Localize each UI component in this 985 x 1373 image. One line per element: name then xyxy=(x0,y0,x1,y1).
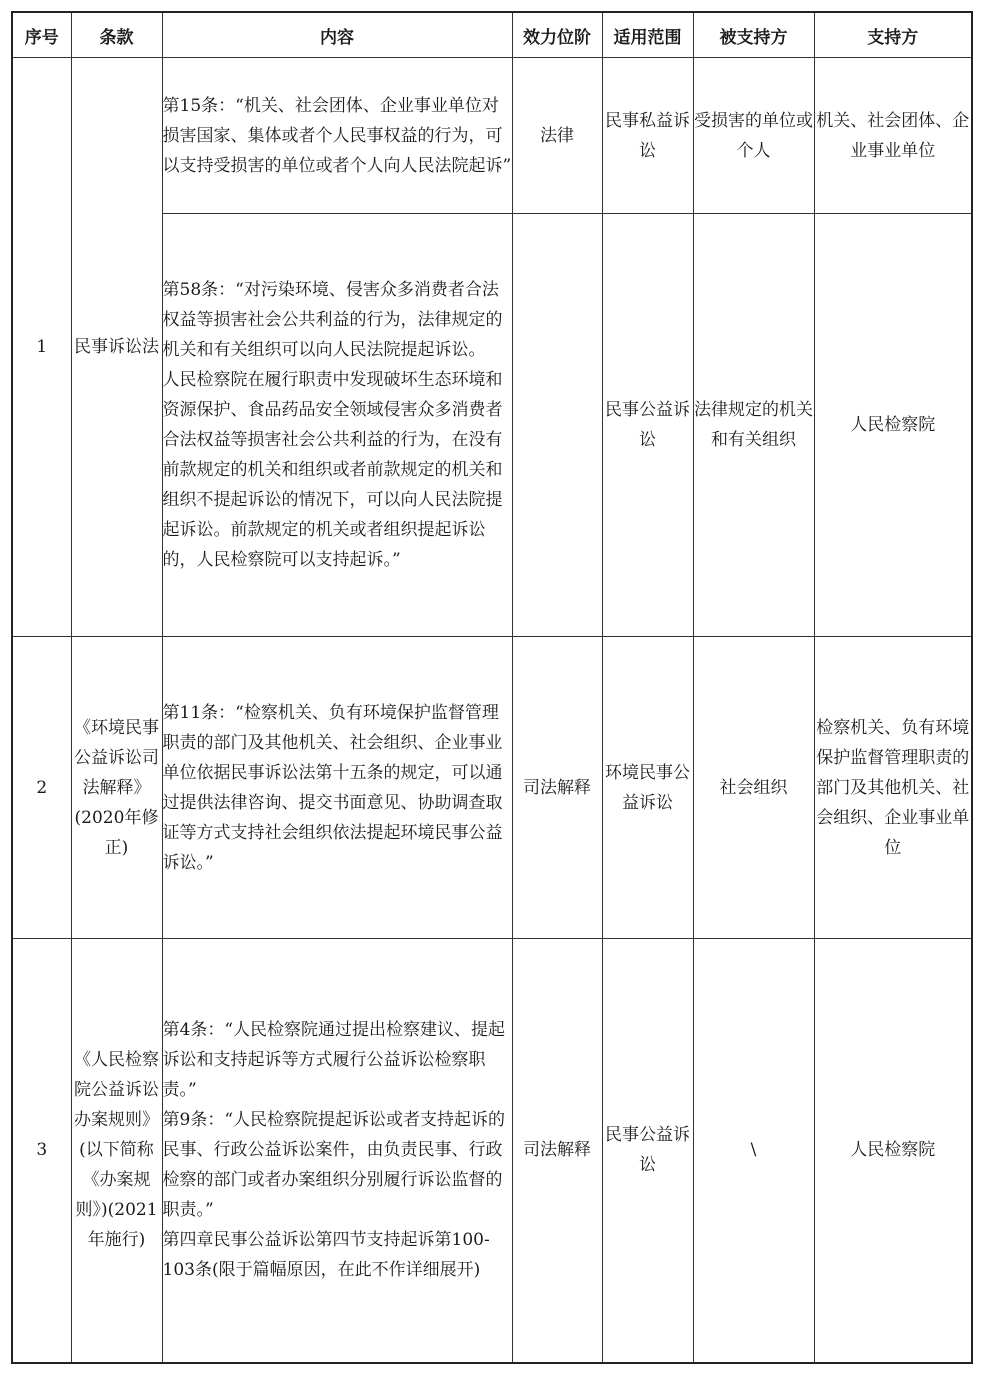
row-content xyxy=(162,58,512,214)
row-scope: 民事公益诉讼 xyxy=(602,214,693,637)
row-content xyxy=(162,939,512,1363)
content-paragraph: 人民检察院在履行职责中发现破坏生态环境和资源保护、食品药品安全领域侵害众多消费者合法权益等损害社会公共利益的行为，在没有前款规定的机关和组织或者前款规定的机关和组织不提起诉讼的情况下，可以向人民法院提起诉讼。前款规定的机关或者组织提起诉讼的，人民检察院可以支持起诉。” xyxy=(162,370,503,570)
header-clause: 条款 xyxy=(71,12,162,58)
content-paragraph: 第9条：“人民检察院提起诉讼或者支持起诉的民事、行政公益诉讼案件，由负责民事、行政检察的部门或者办案组织分别履行诉讼监督的职责。” xyxy=(162,1110,506,1221)
row-supported: \ xyxy=(693,939,814,1363)
row-clause: 《人民检察院公益诉讼办案规则》(以下简称《办案规则》)(2021年施行) xyxy=(71,939,162,1363)
row-seq: 3 xyxy=(12,939,71,1363)
row-supporter: 检察机关、负有环境保护监督管理职责的部门及其他机关、社会组织、企业事业单位 xyxy=(814,637,972,939)
row-supporter: 机关、社会团体、企业事业单位 xyxy=(814,58,972,214)
row-supported: 受损害的单位或个人 xyxy=(693,58,814,214)
row-supported: 法律规定的机关和有关组织 xyxy=(693,214,814,637)
header-rank: 效力位阶 xyxy=(512,12,602,58)
row-supported: 社会组织 xyxy=(693,637,814,939)
row-seq: 2 xyxy=(12,637,71,939)
row-content xyxy=(162,637,512,939)
header-supported: 被支持方 xyxy=(693,12,814,58)
law-provisions-table xyxy=(11,11,973,1364)
row-seq: 1 xyxy=(12,58,71,637)
table-row xyxy=(12,58,972,214)
row-rank: 司法解释 xyxy=(512,939,602,1363)
content-paragraph: 第58条：“对污染环境、侵害众多消费者合法权益等损害社会公共利益的行为，法律规定的机关和有关组织可以向人民法院提起诉讼。 xyxy=(162,280,503,360)
table-row xyxy=(12,637,972,939)
content-paragraph: 第四章民事公益诉讼第四节支持起诉第100-103条(限于篇幅原因，在此不作详细展开) xyxy=(162,1230,490,1281)
content-paragraph: 第4条：“人民检察院通过提出检察建议、提起诉讼和支持起诉等方式履行公益诉讼检察职责。” xyxy=(162,1020,506,1101)
table-row xyxy=(12,939,972,1363)
row-supporter: 人民检察院 xyxy=(814,939,972,1363)
header-supporter: 支持方 xyxy=(814,12,972,58)
row-supporter: 人民检察院 xyxy=(814,214,972,637)
row-clause: 民事诉讼法 xyxy=(71,58,162,637)
row-scope: 环境民事公益诉讼 xyxy=(602,637,693,939)
row-scope: 民事私益诉讼 xyxy=(602,58,693,214)
header-scope: 适用范围 xyxy=(602,12,693,58)
row-rank: 司法解释 xyxy=(512,637,602,939)
header-seq: 序号 xyxy=(12,12,71,58)
content-paragraph: 第11条：“检察机关、负有环境保护监督管理职责的部门及其他机关、社会组织、企业事业单位依据民事诉讼法第十五条的规定，可以通过提供法律咨询、提交书面意见、协助调查取证等方式支持社会组织依法提起环境民事公益诉讼。” xyxy=(162,702,503,873)
row-clause: 《环境民事公益诉讼司法解释》(2020年修正) xyxy=(71,637,162,939)
header-content: 内容 xyxy=(162,12,512,58)
row-rank: 法律 xyxy=(512,58,602,214)
header-row xyxy=(12,12,972,58)
row-scope: 民事公益诉讼 xyxy=(602,939,693,1363)
row-rank xyxy=(512,214,602,637)
content-paragraph: 第15条：“机关、社会团体、企业事业单位对损害国家、集体或者个人民事权益的行为，可以支持受损害的单位或者个人向人民法院起诉” xyxy=(162,95,512,176)
row-content xyxy=(162,214,512,637)
